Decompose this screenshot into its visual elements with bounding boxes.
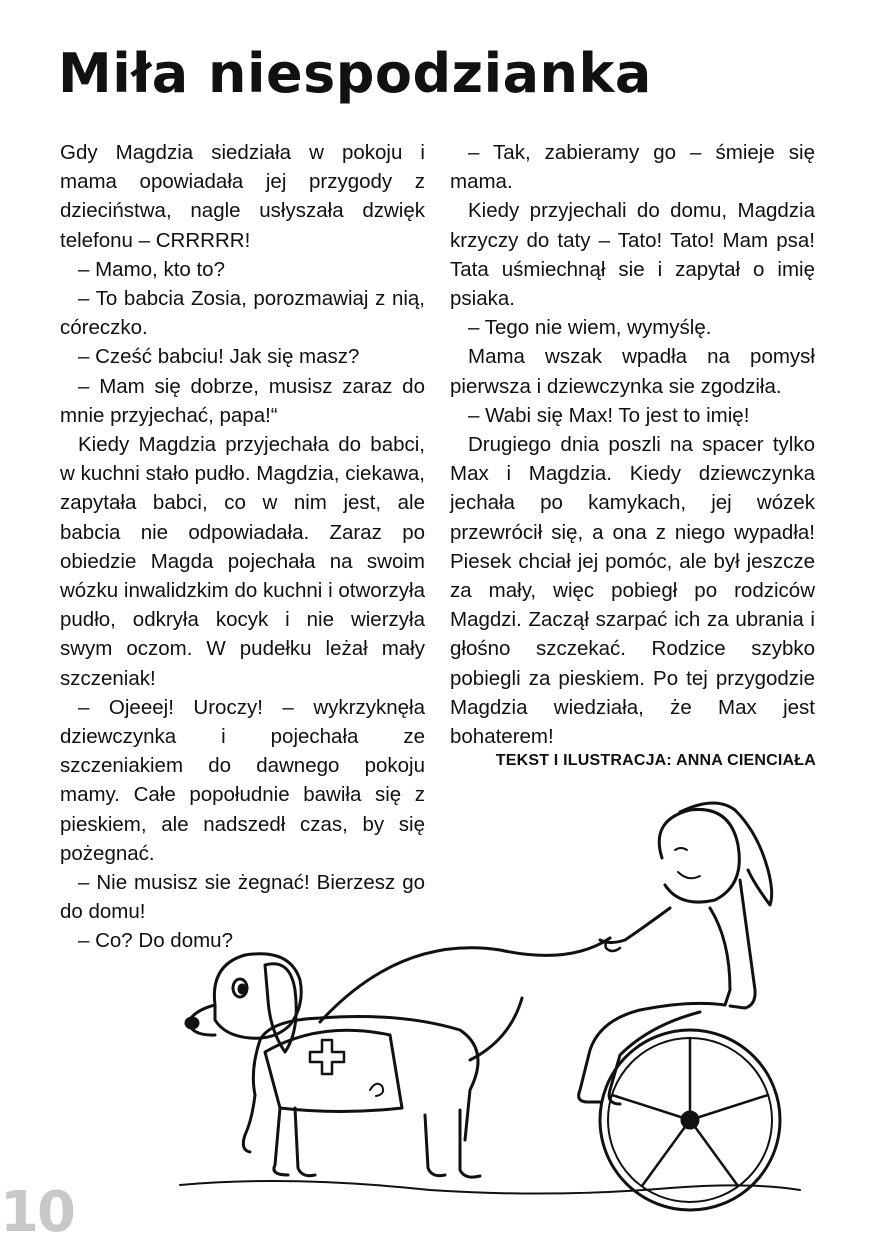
paragraph: – Co? Do domu? (78, 929, 233, 953)
page-number: 10 (0, 1180, 74, 1245)
paragraph: – Ojeeej! Uroczy! – wykrzyknęła dziewczynka i pojechała ze szczeniakiem do dawnego pokoju mamy. Całe popołudnie bawiła się z pieskiem, ale nadszedł czas, by się pożegnać. (60, 695, 425, 865)
paragraph: – Wabi się Max! To jest to imię! (468, 403, 750, 427)
paragraph: – Mamo, kto to? (78, 257, 225, 281)
paragraph: – Mam się dobrze, musisz zaraz do mnie przyjechać, papa!“ (60, 374, 425, 427)
paragraph: – Nie musisz sie żegnać! Bierzesz go do domu! (60, 871, 425, 924)
article-title: Miła niespodzianka (58, 42, 652, 105)
right-column (450, 138, 815, 751)
paragraph: Kiedy Magdzia przyjechała do babci, w kuchni stało pudło. Magdzia, ciekawa, zapytała babci, co w nim jest, ale babcia nie odpowiadała. Zaraz po obiedzie Magda pojechała na swoim wózku inwalidzkim do kuchni i otworzyła pudło, odkryła kocyk i nie wierzyła swym oczom. W pudełku leżał mały szczeniak! (60, 433, 425, 690)
paragraph: – Tak, zabieramy go – śmieje się mama. (450, 141, 815, 194)
paragraph: – Cześć babciu! Jak się masz? (78, 345, 360, 369)
paragraph: Kiedy przyjechali do domu, Magdzia krzyczy do taty – Tato! Tato! Mam psa! Tata uśmiechnął sie i zapytał o imię psiaka. (450, 199, 815, 311)
paragraph: Gdy Magdzia siedziała w pokoju i mama opowiadała jej przygody z dzieciństwa, nagle usłyszała dzwięk telefonu – CRRRRR! (60, 141, 425, 252)
paragraph: – Tego nie wiem, wymyślę. (468, 316, 712, 340)
paragraph: – To babcia Zosia, porozmawiaj z nią, córeczko. (60, 287, 425, 340)
paragraph: Drugiego dnia poszli na spacer tylko Max i Magdzia. Kiedy dziewczynka jechała po kamykach, jej wózek przewrócił się, a ona z niego wypadła! Piesek chciał jej pomóc, ale był jeszcze za mały, więc pobiegł po rodziców Magdzi. Zaczął szarpać ich za ubrania i głośno szczekać. Rodzice szybko pobiegli za pieskiem. Po tej przygodzie Magdzia wiedziała, że Max jest bohaterem! (450, 433, 815, 749)
author-credit: TEKST I ILUSTRACJA: ANNA CIENCIAŁA (495, 752, 816, 769)
paragraph: Mama wszak wpadła na pomysł pierwsza i dziewczynka sie zgodziła. (450, 345, 815, 398)
dog-and-wheelchair-illustration (170, 790, 810, 1220)
